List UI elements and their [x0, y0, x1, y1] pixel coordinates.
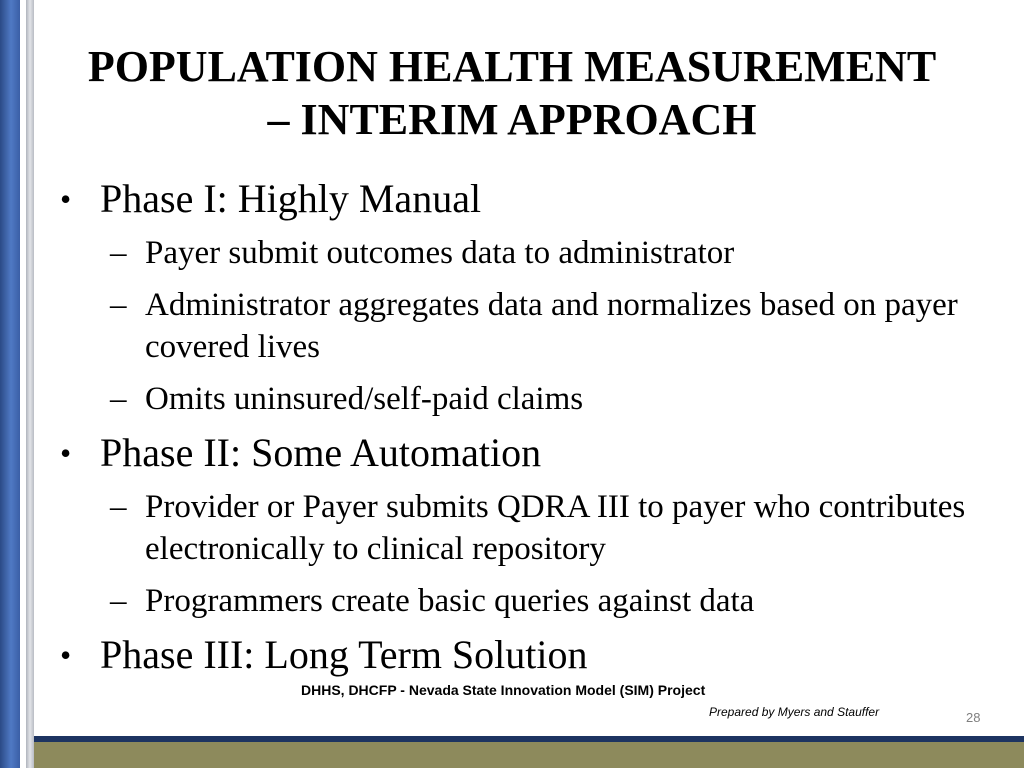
- bullet-marker: •: [60, 435, 72, 471]
- sub-bullet-text: Programmers create basic queries against data: [145, 583, 755, 619]
- bullet-phase-2: [56, 430, 976, 476]
- sub-bullet: [56, 378, 976, 420]
- sub-bullet: [56, 284, 976, 368]
- bullet-marker: •: [60, 637, 72, 673]
- dash-marker: –: [110, 287, 127, 323]
- footer-project-label: DHHS, DHCFP - Nevada State Innovation Model (SIM) Project: [301, 682, 706, 698]
- bullet-list: [56, 176, 976, 688]
- bullet-text: Phase I: Highly Manual: [100, 176, 482, 221]
- bullet-text: Phase III: Long Term Solution: [100, 632, 588, 677]
- sub-bullet-text: Administrator aggregates data and normalizes based on payer covered lives: [145, 287, 958, 365]
- sub-bullet: [56, 486, 976, 570]
- bottom-olive-bar: [34, 742, 1024, 768]
- sub-bullet: [56, 580, 976, 622]
- footer-prepared-by: Prepared by Myers and Stauffer: [709, 705, 880, 719]
- sub-bullet-text: Payer submit outcomes data to administrator: [145, 235, 735, 271]
- left-gray-bar: [26, 0, 34, 768]
- dash-marker: –: [110, 489, 127, 525]
- bullet-marker: •: [60, 181, 72, 217]
- bullet-phase-3: [56, 632, 976, 678]
- left-accent-bar: [0, 0, 20, 768]
- sub-bullet-text: Omits uninsured/self-paid claims: [145, 381, 584, 417]
- bullet-phase-1: [56, 176, 976, 222]
- sub-bullet-text: Provider or Payer submits QDRA III to payer who contributes electronically to clinical repository: [145, 489, 966, 567]
- title-line-1: POPULATION HEALTH MEASUREMENT: [87, 42, 937, 91]
- dash-marker: –: [110, 381, 127, 417]
- slide-title: [40, 40, 984, 146]
- dash-marker: –: [110, 235, 127, 271]
- sub-bullet: [56, 232, 976, 274]
- dash-marker: –: [110, 583, 127, 619]
- title-line-2: – INTERIM APPROACH: [267, 95, 757, 144]
- bullet-text: Phase II: Some Automation: [100, 430, 542, 475]
- slide-number: 28: [966, 710, 981, 725]
